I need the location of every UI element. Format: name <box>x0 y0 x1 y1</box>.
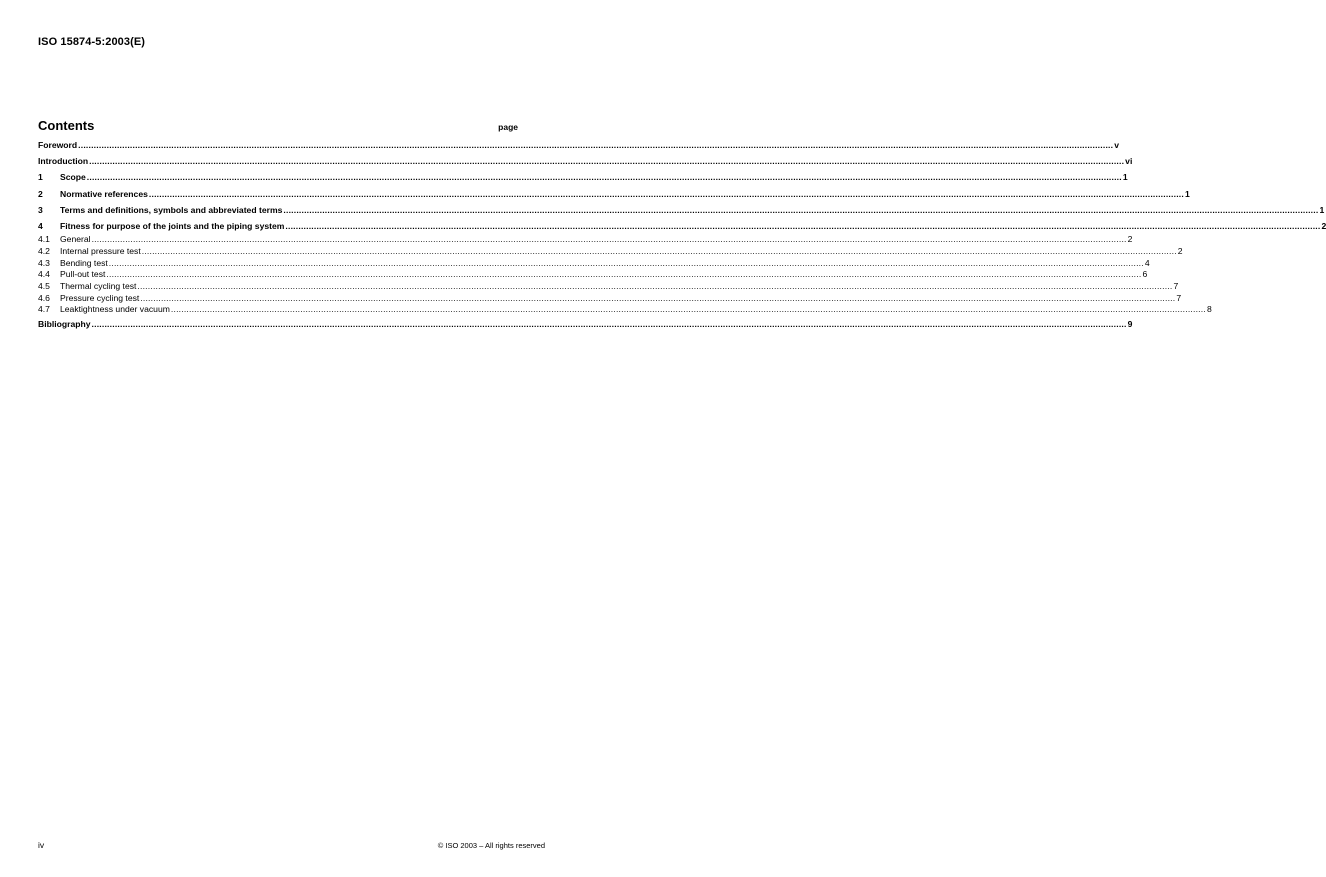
toc-leader-dots: ................................................................................................................................................................................................................................................................................................................................................................................................................ <box>106 269 1142 280</box>
footer-copyright: © ISO 2003 – All rights reserved <box>437 841 545 850</box>
toc-entry-number: 1 <box>38 172 43 183</box>
toc-entry-title: Internal pressure test <box>60 245 141 256</box>
toc-entry-page: 1 <box>1122 172 1128 183</box>
toc-entry[interactable] <box>38 245 1183 258</box>
toc-entry[interactable] <box>38 218 1326 234</box>
page-column-label: page <box>498 122 518 132</box>
toc-leader-dots: ................................................................................................................................................................................................................................................................................................................................................................................................................ <box>170 304 1206 315</box>
toc-entry-page: 2 <box>1127 234 1133 245</box>
contents-title: Contents <box>38 118 95 133</box>
toc-entry-page: 2 <box>1177 245 1183 256</box>
toc-entry[interactable] <box>38 280 1179 293</box>
toc-entry-page: vi <box>1125 156 1133 167</box>
toc-entry[interactable] <box>38 292 1182 305</box>
toc-entry-number: 4.3 <box>38 257 50 268</box>
toc-entry-number: 4.6 <box>38 292 50 303</box>
toc-leader-dots: ................................................................................................................................................................................................................................................................................................................................................................................................................ <box>283 204 1319 215</box>
toc-entry[interactable] <box>38 269 1148 281</box>
toc-entry-number: 4.5 <box>38 280 50 291</box>
toc-entry-page: 8 <box>1206 304 1212 315</box>
toc-entry-title: Pull-out test <box>60 269 106 280</box>
toc-entry-title: Bending test <box>60 257 108 268</box>
document-id: ISO 15874-5:2003(E) <box>38 36 146 48</box>
toc-entry-title: Bibliography <box>38 318 91 329</box>
toc-leader-dots: ................................................................................................................................................................................................................................................................................................................................................................................................................ <box>78 140 1114 150</box>
toc-entry-page: 1 <box>1319 204 1325 215</box>
toc-entry-title: Leaktightness under vacuum <box>60 304 170 315</box>
toc-entry-number: 4.1 <box>38 234 50 245</box>
toc-entry-title: Scope <box>60 172 86 183</box>
toc-entry-number: 4.2 <box>38 245 50 256</box>
toc-entry-page: 2 <box>1321 220 1326 231</box>
toc-entry-title: Pressure cycling test <box>60 292 140 303</box>
footer-page-number: iv <box>38 840 45 850</box>
toc-leader-dots: ................................................................................................................................................................................................................................................................................................................................................................................................................ <box>89 156 1125 167</box>
toc-entry[interactable] <box>38 304 1212 316</box>
toc-leader-dots: ................................................................................................................................................................................................................................................................................................................................................................................................................ <box>141 245 1177 256</box>
toc-entry-title: Thermal cycling test <box>60 280 137 291</box>
toc-leader-dots: ................................................................................................................................................................................................................................................................................................................................................................................................................ <box>148 188 1184 199</box>
toc-leader-dots: ................................................................................................................................................................................................................................................................................................................................................................................................................ <box>285 220 1321 231</box>
toc-leader-dots: ................................................................................................................................................................................................................................................................................................................................................................................................................ <box>137 280 1173 291</box>
contents-heading-row <box>38 118 518 136</box>
toc-entry-page: 7 <box>1173 280 1179 291</box>
toc-entry-title: Terms and definitions, symbols and abbreviated terms <box>60 204 283 215</box>
toc-leader-dots: ................................................................................................................................................................................................................................................................................................................................................................................................................ <box>140 292 1176 303</box>
toc-entry[interactable] <box>38 169 1128 185</box>
toc-entry-number: 2 <box>38 188 43 199</box>
toc-entry-title: Introduction <box>38 156 89 167</box>
toc-entry[interactable] <box>38 202 1325 218</box>
toc-entry-number: 4.4 <box>38 269 50 280</box>
toc-entry[interactable] <box>38 186 1190 202</box>
toc-entry-number: 4.7 <box>38 304 50 315</box>
toc-entry[interactable] <box>38 234 1133 246</box>
toc-entry-page: 9 <box>1127 318 1133 329</box>
toc-entry-page: 4 <box>1144 257 1150 268</box>
toc-entry-title: Normative references <box>60 188 148 199</box>
toc-entry-page: v <box>1114 140 1119 150</box>
toc-entry[interactable] <box>38 153 1133 169</box>
toc-entry-page: 6 <box>1142 269 1148 280</box>
toc-entry-page: 1 <box>1184 188 1190 199</box>
toc-leader-dots: ................................................................................................................................................................................................................................................................................................................................................................................................................ <box>86 172 1122 183</box>
toc-leader-dots: ................................................................................................................................................................................................................................................................................................................................................................................................................ <box>91 234 1127 245</box>
table-of-contents <box>38 137 1326 332</box>
toc-entry-number: 4 <box>38 220 43 231</box>
toc-entry-title: General <box>60 234 91 245</box>
toc-entry[interactable] <box>38 137 1119 153</box>
toc-leader-dots: ................................................................................................................................................................................................................................................................................................................................................................................................................ <box>108 257 1144 268</box>
toc-entry-page: 7 <box>1176 292 1182 303</box>
toc-leader-dots: ................................................................................................................................................................................................................................................................................................................................................................................................................ <box>91 318 1127 329</box>
toc-entry[interactable] <box>38 316 1133 332</box>
toc-entry-title: Foreword <box>38 140 78 150</box>
toc-entry[interactable] <box>38 257 1150 270</box>
toc-entry-title: Fitness for purpose of the joints and the piping system <box>60 220 285 231</box>
toc-entry-number: 3 <box>38 204 43 215</box>
